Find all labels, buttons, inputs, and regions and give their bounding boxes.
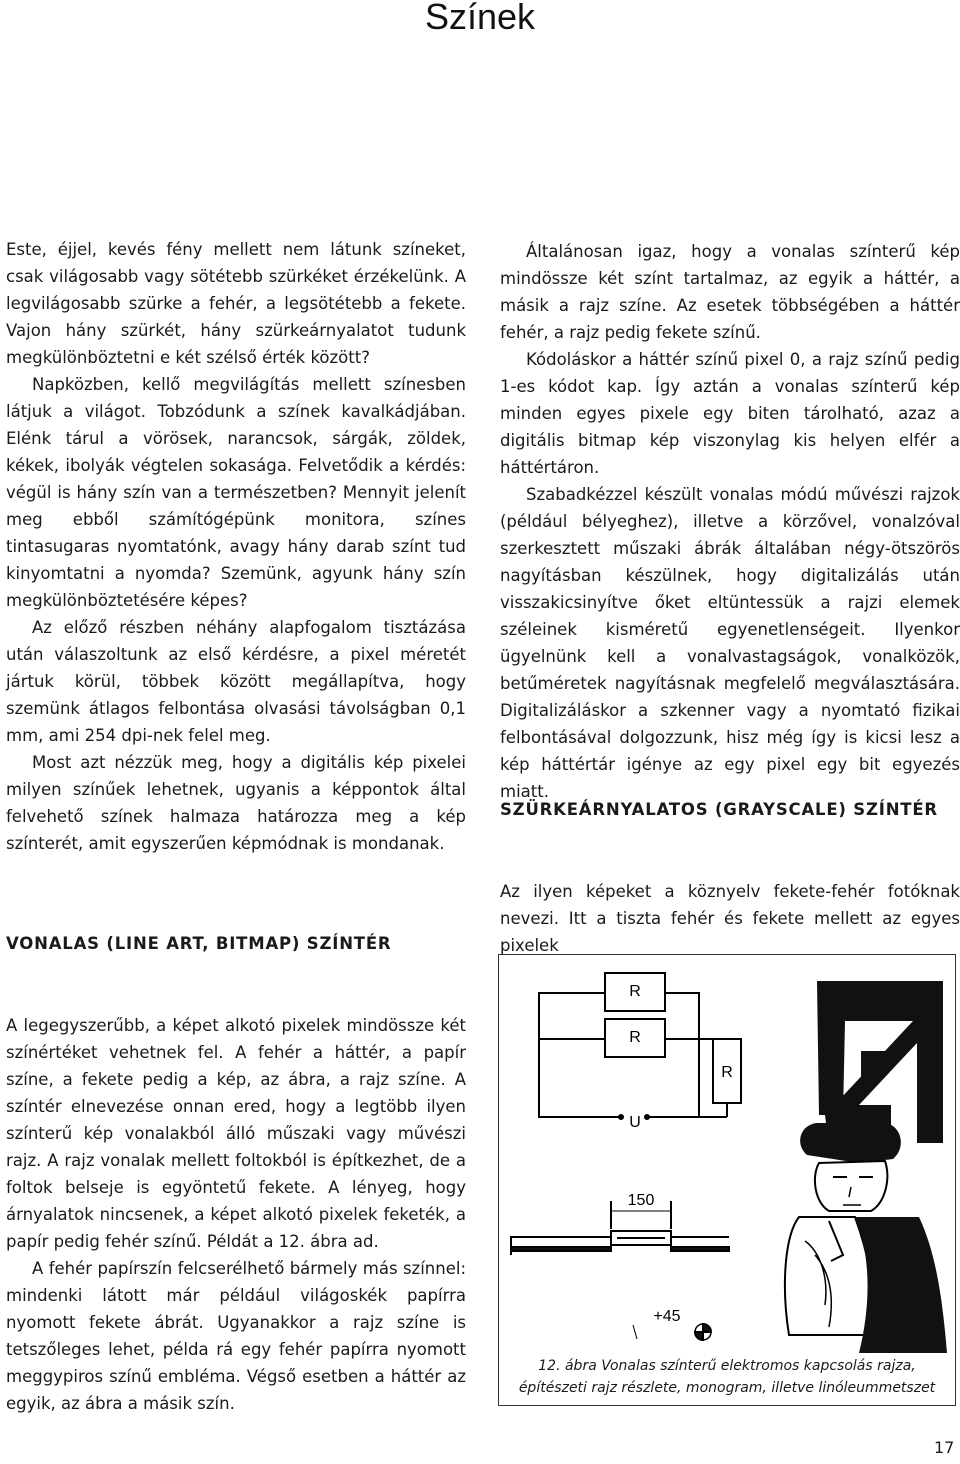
left-column-intro xyxy=(6,236,466,857)
section-heading-line-art: VONALAS (LINE ART, BITMAP) SZÍNTÉR xyxy=(6,934,392,953)
section-heading-grayscale: SZÜRKEÁRNYALATOS (GRAYSCALE) SZÍNTÉR xyxy=(500,800,938,819)
page-title: Színek xyxy=(424,0,536,37)
line-art-section-body xyxy=(6,1012,466,1417)
paragraph: Általánosan igaz, hogy a vonalas színterű kép mindössze két színt tartalmaz, az egyik a háttér, a másik a rajz színe. Az esetek többségében a háttér fehér, a rajz pedig fekete színű. xyxy=(500,242,960,342)
page-number: 17 xyxy=(934,1438,955,1457)
caption-line: építészeti rajz részlete, monogram, illetve linóleummetszet xyxy=(518,1380,936,1396)
paragraph: Az előző részben néhány alapfogalom tisztázása után válaszoltunk az első kérdésre, a pixel méretét jártuk körül, többek között megállapítva, hogy szemünk átlagos felbontása olvasási távolságban 0,1 mm, ami 254 dpi-nek felel meg. xyxy=(6,618,466,745)
figure-12 xyxy=(498,954,956,1406)
monogram xyxy=(817,981,943,1143)
resistor-label: R xyxy=(629,1029,641,1046)
linocut-portrait xyxy=(785,1123,947,1353)
figure-caption xyxy=(499,1355,955,1399)
paragraph: Este, éjjel, kevés fény mellett nem látunk színeket, csak világosabb vagy sötétebb szürkéket érzékelünk. A legvilágosabb szürke a fehér, a legsötétebb a fekete. Vajon hány szürkét, hány szürkeárnyalatot tudunk megkülönböztetni e két szélső érték között? xyxy=(6,240,466,367)
caption-line: 12. ábra Vonalas színterű elektromos kapcsolás rajza, xyxy=(538,1358,916,1374)
resistor-label: R xyxy=(721,1064,733,1081)
resistor-label: R xyxy=(629,983,641,1000)
paragraph: Kódoláskor a háttér színű pixel 0, a rajz színű pedig 1-es kódot kap. Így aztán a vonalas színterű kép minden egyes pixele egy biten tárolható, azaz a digitális bitmap kép viszonylag kis helyen elfér a háttértáron. xyxy=(500,350,960,477)
paragraph: Szabadkézzel készült vonalas módú művészi rajzok (például bélyeghez), illetve a körzővel, vonalzóval szerkesztett műszaki ábrák általában négy-ötszörös nagyításban készülnek, hogy digitalizálás után visszakicsinyítve őket eltüntessük a rajzi elemek széleinek kisméretű egyenetlenségeit. Ilyenkor ügyelnünk kell a vonalvastagságok, vonalközök, betűméretek nagyításnak megfelelő megválasztására. Digitalizáláskor a szkenner vagy a nyomtató fizikai felbontásával dolgozzunk, hisz még így is kicsi lesz a kép háttértár igénye az egy pixel egy bit egyezés miatt. xyxy=(500,485,960,801)
paragraph: A fehér papírszín felcserélhető bármely más színnel: mindenki látott már például világoskék papírra nyomott fekete ábrát. Ugyanakkor a rajz színe is tetszőleges lehet, példa rá egy fehér papírra nyomott meggypiros színű embléma. Végső esetben a háttér az egyik, az ábra a másik szín. xyxy=(6,1259,466,1413)
paragraph: Az ilyen képeket a köznyelv fekete-fehér fotóknak nevezi. Itt a tiszta fehér és fekete mellett az egyes pixelek xyxy=(500,882,960,955)
paragraph: Most azt nézzük meg, hogy a digitális kép pixelei milyen színűek lehetnek, ugyanis a képpontok által felvehető színek halmaza határozza meg a kép színterét, amit egyszerűen képmódnak is mondanak. xyxy=(6,753,466,853)
paragraph: Napközben, kellő megvilágítás mellett színesben látjuk a világot. Tobzódunk a színek kavalkádjában. Elénk tárul a vörösek, narancsok, sárgák, zöldek, kékek, ibolyák végtelen sokasága. Felvetődik a kérdés: végül is hány szín van a természetben? Mennyit jelenít meg ebből számítógépünk monitora, színes tintasugaras nyomtatónk, avagy hány darab színt tud kinyomtatni a nyomda? Szemünk, agyunk hány szín megkülönböztetésére képes? xyxy=(6,375,466,610)
dimension-label: 150 xyxy=(627,1192,655,1209)
architectural-drawing xyxy=(511,1201,729,1340)
grayscale-section-body xyxy=(500,878,960,959)
paragraph: A legegyszerűbb, a képet alkotó pixelek mindössze két színértéket vehetnek fel. A fehér a háttér, a papír színe, a fekete pedig a kép, az ábra, a rajz színe. A színtér elnevezése onnan ered, hogy a legtöbb ilyen színterű kép vonalakból álló műszaki vagy művészi rajz. A rajz vonalak mellett foltokból is építkezhet, de a foltok belseje is egyöntetű fekete. A lényeg, hogy árnyalatok nincsenek, a képet alkotó pixelek feketék, a papír pedig fehér színű. Példát a 12. ábra ad. xyxy=(6,1016,466,1251)
level-label: +45 xyxy=(653,1308,681,1325)
voltage-label: U xyxy=(629,1114,641,1131)
right-column-body xyxy=(500,238,960,805)
figure-illustration xyxy=(499,955,955,1355)
